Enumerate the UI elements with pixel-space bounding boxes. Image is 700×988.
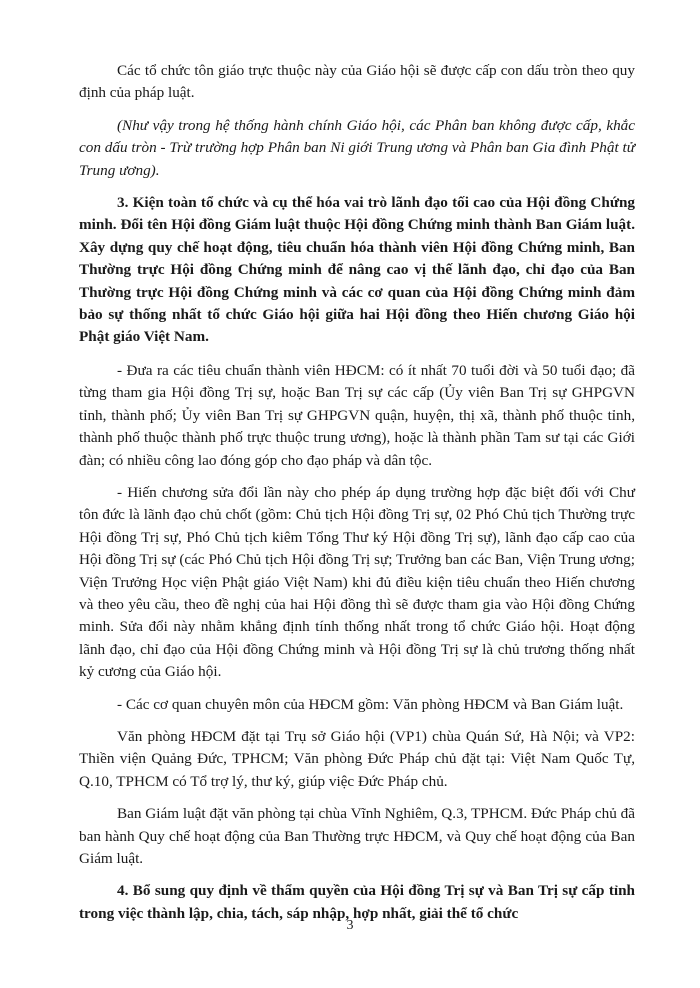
paragraph-member-criteria: - Đưa ra các tiêu chuẩn thành viên HĐCM: có ít nhất 70 tuổi đời và 50 tuổi đạo; đã từng tham gia Hội đồng Trị sự, hoặc Ban Trị sự các cấp (Ủy viên Ban Trị sự GHPGVN tỉnh, thành phố; Ủy viên Ban Trị sự GHPGVN quận, huyện, thị xã, thành phố thuộc tỉnh, thành phố thuộc thành phố trực thuộc trung ương), hoặc là thành phần Tam sư tại các Giới đàn; có nhiều công lao đóng góp cho đạo pháp và dân tộc. (79, 361, 635, 469)
section-heading-3: 3. Kiện toàn tổ chức và cụ thể hóa vai trò lãnh đạo tối cao của Hội đồng Chứng minh. Đổi tên Hội đồng Giám luật thuộc Hội đồng Chứng minh thành Ban Giám luật. Xây dựng quy chế hoạt động, tiêu chuẩn hóa thành viên Hội đồng Chứng minh, Ban Thường trực Hội đồng Chứng minh để nâng cao vị thế lãnh đạo, chỉ đạo của Ban Thường trực Hội đồng Chứng minh và các cơ quan của Hội đồng Chứng minh đảm bảo sự thống nhất tổ chức Giáo hội giữa hai Hội đồng theo Hiến chương Giáo hội Phật giáo Việt Nam. (79, 194, 635, 346)
page-number: 3 (346, 918, 354, 933)
section-heading-4: 4. Bổ sung quy định về thẩm quyền của Hội đồng Trị sự và Ban Trị sự cấp tỉnh trong việc thành lập, chia, tách, sáp nhập, hợp nhất, giải thể tổ chức (79, 882, 635, 922)
document-body (79, 60, 635, 936)
paragraph-specialized-bodies: - Các cơ quan chuyên môn của HĐCM gồm: Văn phòng HĐCM và Ban Giám luật. (117, 695, 624, 713)
paragraph-seal-provision: Các tổ chức tôn giáo trực thuộc này của Giáo hội sẽ được cấp con dấu tròn theo quy định của pháp luật. (79, 62, 635, 102)
paragraph-special-case: - Hiến chương sửa đổi lần này cho phép áp dụng trường hợp đặc biệt đối với Chư tôn đức là lãnh đạo chủ chốt (gồm: Chủ tịch Hội đồng Trị sự, 02 Phó Chủ tịch Thường trực Hội đồng Trị sự, Phó Chủ tịch kiêm Tổng Thư ký Hội đồng Trị sự), lãnh đạo cấp cao của Hội đồng Trị sự (các Phó Chủ tịch Hội đồng Trị sự; Trưởng ban các Ban, Viện Trung ương; Viện Trưởng Học viện Phật giáo Việt Nam) khi đủ điều kiện tiêu chuẩn theo Hiến chương và theo yêu cầu, theo đề nghị của hai Hội đồng thì sẽ được tham gia vào Hội đồng Chứng minh. Sửa đổi này nhằm khẳng định tính thống nhất trong tổ chức Giáo hội. Hoạt động lãnh đạo, chỉ đạo của Hội đồng Chứng minh và Hội đồng Trị sự là chủ trương thống nhất kỷ cương của Giáo hội. (79, 483, 635, 681)
paragraph-office-locations: Văn phòng HĐCM đặt tại Trụ sở Giáo hội (VP1) chùa Quán Sứ, Hà Nội; và VP2: Thiền viện Quảng Đức, TPHCM; Văn phòng Đức Pháp chủ đặt tại: Việt Nam Quốc Tự, Q.10, TPHCM có Tổ trợ lý, thư ký, giúp việc Đức Pháp chủ. (79, 727, 635, 790)
paragraph-italic-note: (Như vậy trong hệ thống hành chính Giáo hội, các Phân ban không được cấp, khắc con dấu tròn - Trừ trường hợp Phân ban Ni giới Trung ương và Phân ban Gia đình Phật tử Trung ương). (79, 116, 635, 179)
paragraph-disciplinary-board: Ban Giám luật đặt văn phòng tại chùa Vĩnh Nghiêm, Q.3, TPHCM. Đức Pháp chủ đã ban hành Quy chế hoạt động của Ban Thường trực HĐCM, và Quy chế hoạt động của Ban Giám luật. (79, 805, 635, 867)
